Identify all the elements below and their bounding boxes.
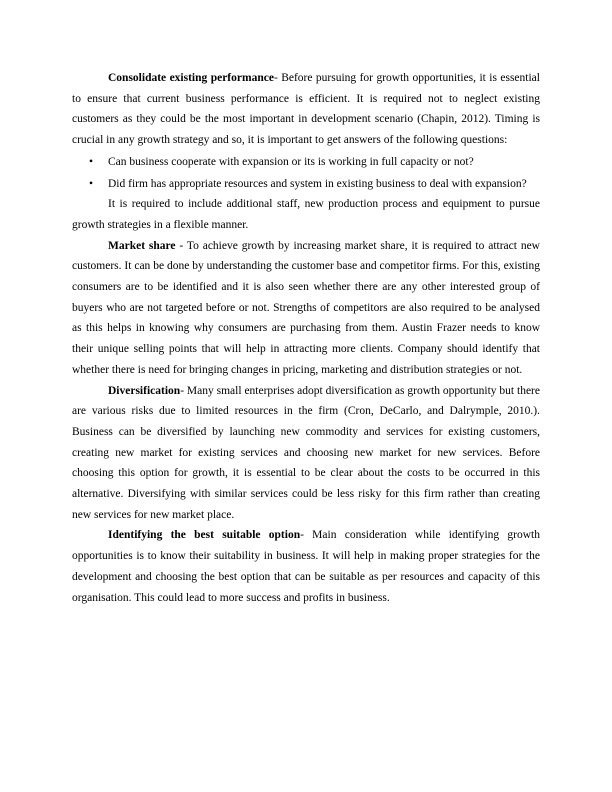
text-diversification: - Many small enterprises adopt diversification as growth opportunity but there are various risks due to limited resources in the firm (Cron, DeCarlo, and Dalrymple, 2010.). Business can be diversified by launching new commodity and services for existing customers, creating new market for existing services and choosing new market for new services. Before choosing this option for growth, it is essential to be clear about the costs to be occurred in this alternative. Diversifying with similar services could be less risky for this firm rather than creating new services for new market place.: [72, 384, 540, 521]
paragraph-follow-up: It is required to include additional staff, new production process and equipment to pursue growth strategies in a flexible manner.: [72, 198, 540, 231]
heading-best-option: Identifying the best suitable option: [108, 529, 301, 542]
paragraph-diversification: [72, 381, 540, 526]
text-best-option: - Main consideration while identifying growth opportunities is to know their suitability in business. It will help in making proper strategies for the development and choosing the best option that can be suitable as per resources and capacity of this organisation. This could lead to more success and profits in business.: [72, 529, 541, 604]
document-page: [72, 68, 540, 608]
heading-market-share: Market share: [108, 239, 176, 252]
heading-diversification: Diversification: [108, 384, 181, 397]
text-market-share: - To achieve growth by increasing market share, it is required to attract new customers. It can be done by understanding the customer base and competitor firms. For this, existing consumers are to be identified and it is also seen whether there are any other interested group of buyers who are not targeted before or not. Strengths of competitors are also required to be analysed as this helps in knowing why consumers are purchasing from them. Austin Frazer needs to know their unique selling points that will help in attracting more clients. Company should identify that whether there is need for bringing changes in pricing, marketing and distribution strategies or not.: [72, 239, 540, 376]
question-list: [72, 152, 540, 194]
list-item: [72, 174, 540, 195]
paragraph-consolidate: [72, 68, 540, 151]
list-item-text: Did firm has appropriate resources and system in existing business to deal with expansion?: [108, 177, 527, 190]
list-item-text: Can business cooperate with expansion or its is working in full capacity or not?: [108, 155, 474, 168]
text-consolidate: - Before pursuing for growth opportunities, it is essential to ensure that current business performance is efficient. It is required not to neglect existing customers as they could be the most important in development scenario (Chapin, 2012). Timing is crucial in any growth strategy and so, it is important to get answers of the following questions:: [72, 72, 540, 147]
bullet-icon: •: [89, 155, 94, 168]
paragraph-market-share: [72, 236, 540, 381]
list-item: [72, 152, 540, 173]
bullet-icon: •: [89, 177, 94, 190]
paragraph-best-option: [72, 525, 540, 608]
heading-consolidate: Consolidate existing performance: [108, 72, 274, 84]
